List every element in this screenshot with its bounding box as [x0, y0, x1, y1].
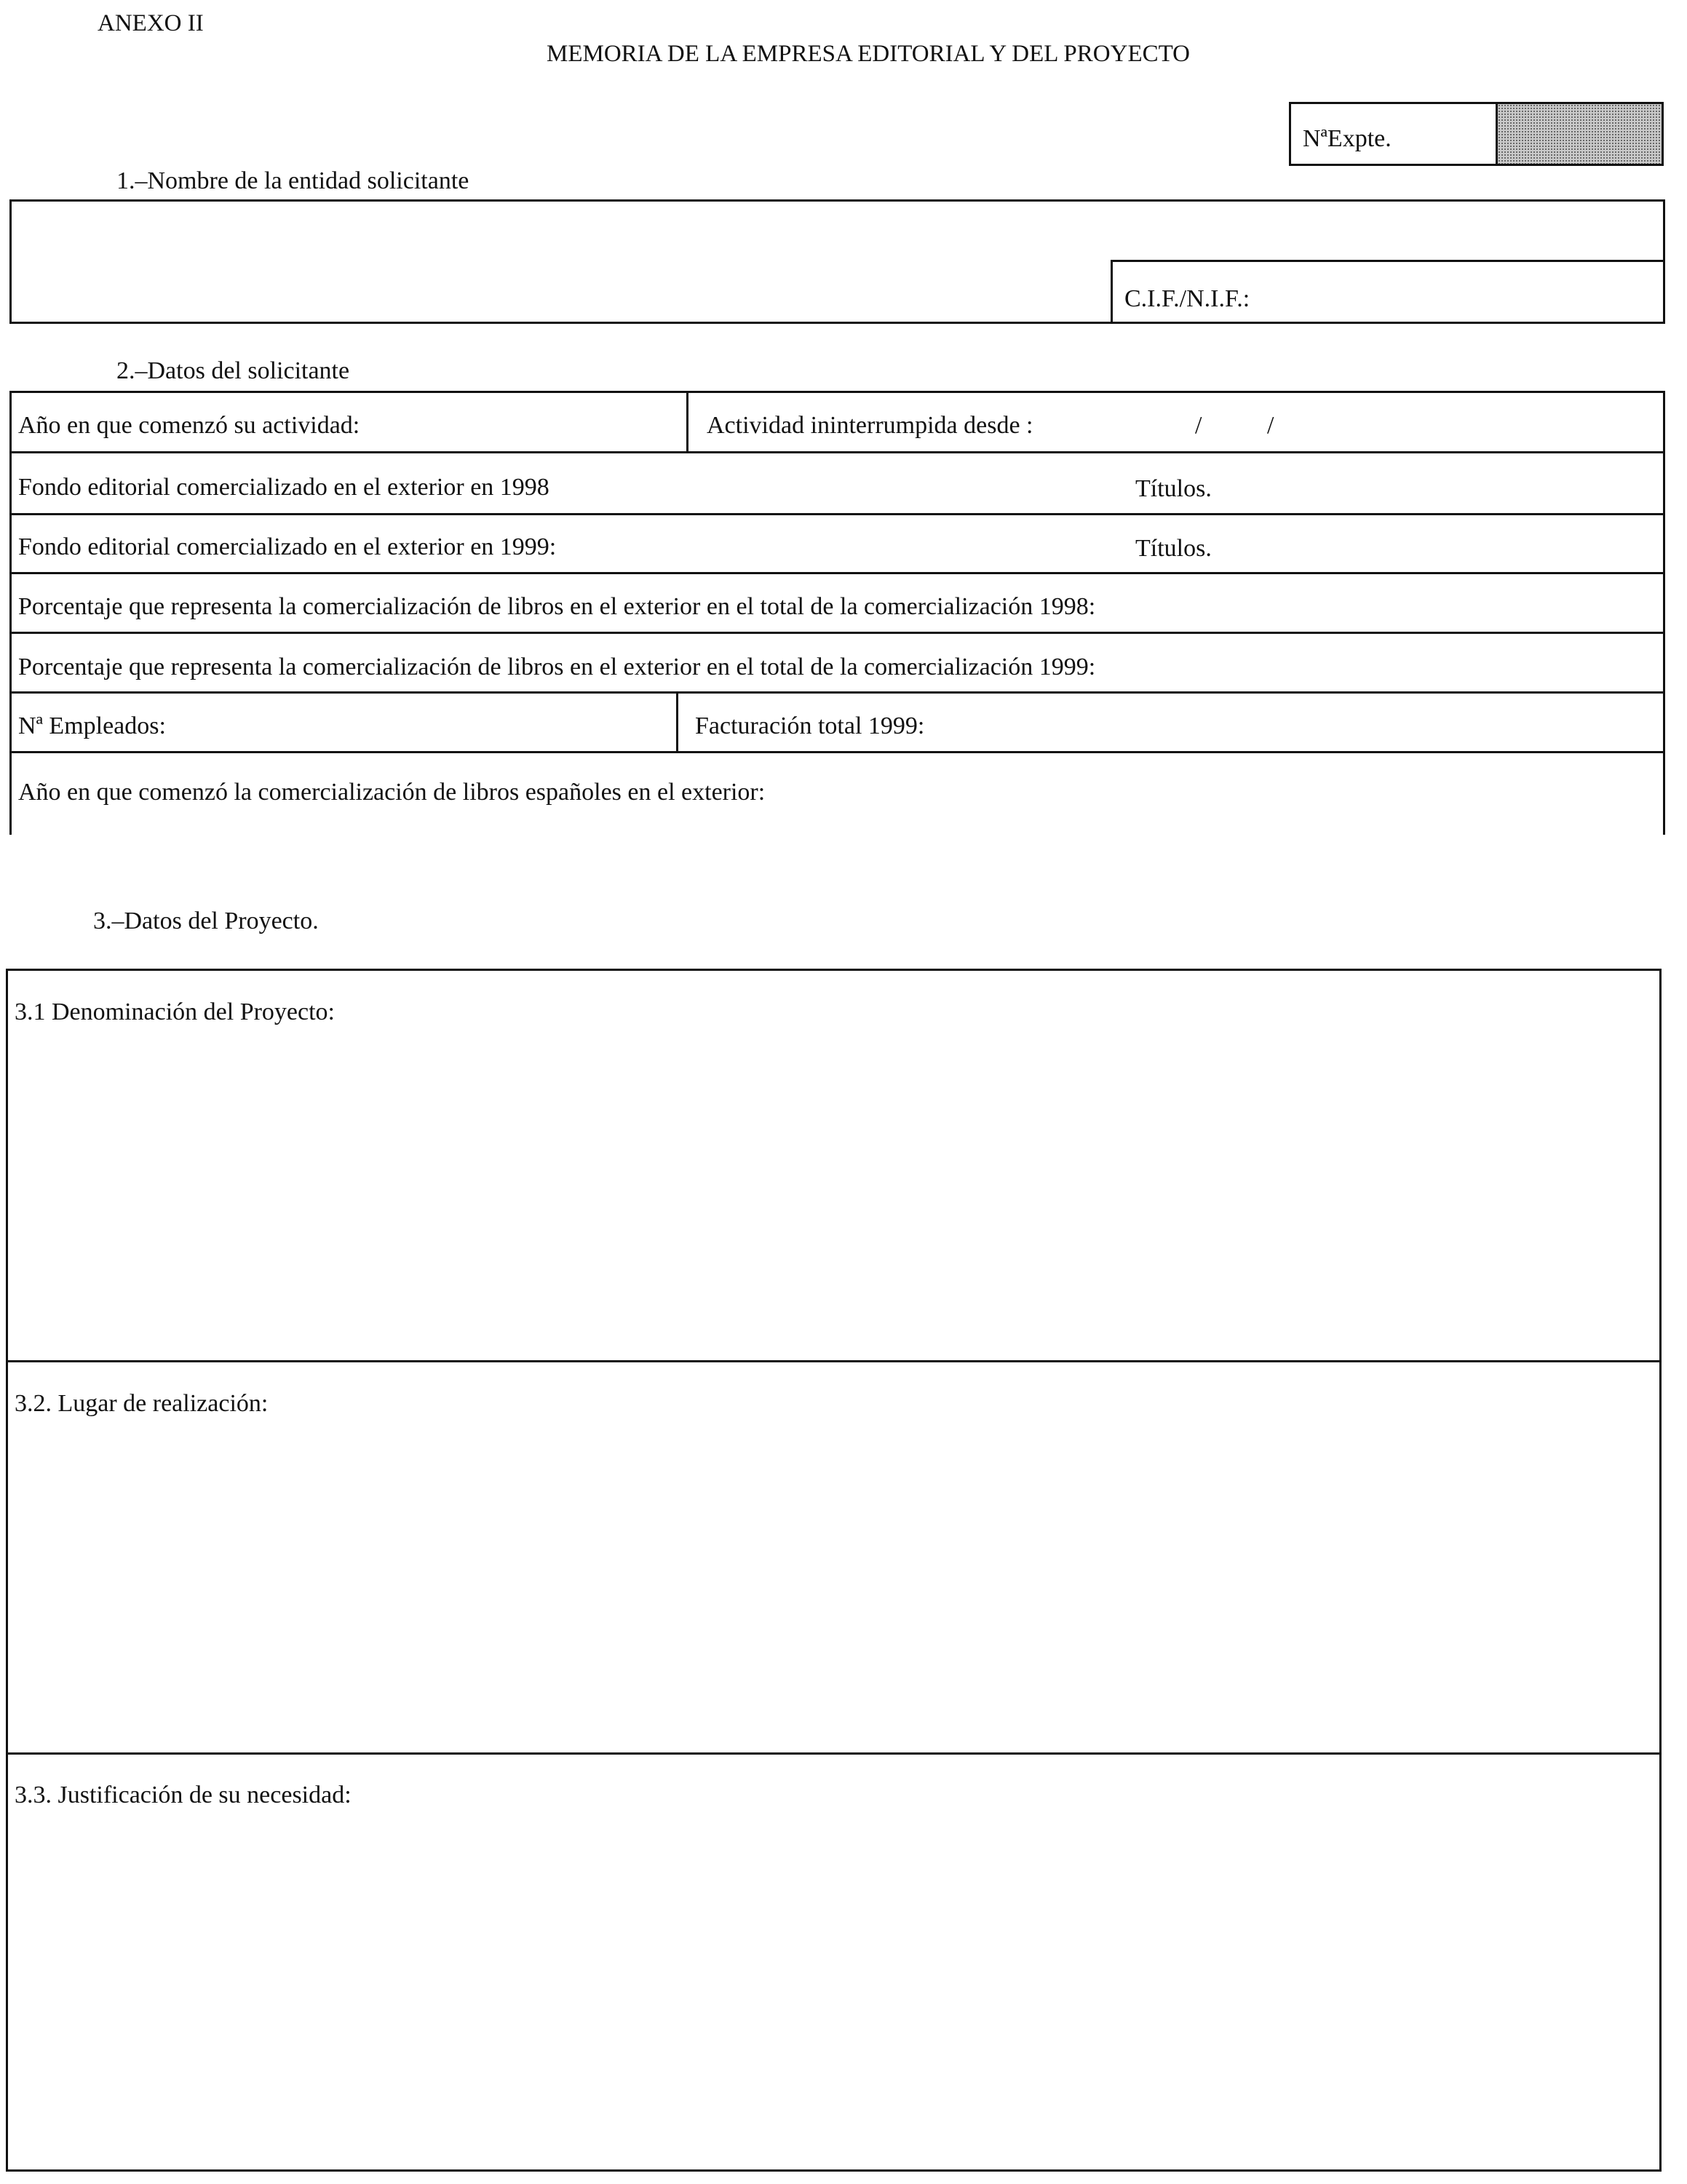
date-separator: / [1267, 412, 1274, 439]
entidad-name-field[interactable] [12, 202, 1663, 260]
facturacion-label: Facturación total 1999: [695, 712, 925, 739]
expediente-shaded-field [1496, 102, 1664, 166]
inicio-actividad-field[interactable] [459, 393, 684, 450]
column-divider [686, 391, 688, 451]
porcentaje-1999-label: Porcentaje que representa la comercialización de libros en el exterior en el total de la comercialización 1999: [18, 654, 1096, 680]
denominacion-field[interactable] [10, 1033, 1656, 1357]
fondo-1999-label: Fondo editorial comercializado en el exterior en 1999: [18, 533, 557, 560]
porcentaje-1998-label: Porcentaje que representa la comercialización de libros en el exterior en el total de la comercialización 1998: [18, 593, 1096, 620]
porcentaje-1999-field[interactable] [1397, 634, 1661, 690]
inicio-comercializacion-label: Año en que comenzó la comercialización de libros españoles en el exterior: [18, 779, 766, 806]
section2-left-border [9, 391, 12, 835]
fondo-1998-field[interactable] [699, 453, 1121, 512]
cif-label: C.I.F./N.I.F.: [1124, 285, 1250, 312]
denominacion-label: 3.1 Denominación del Proyecto: [15, 998, 336, 1025]
section2-heading: 2.–Datos del solicitante [116, 357, 350, 384]
section1-heading: 1.–Nombre de la entidad solicitante [116, 167, 469, 194]
expediente-label: NªExpte. [1303, 125, 1392, 152]
cif-divider-left [1111, 260, 1113, 324]
row-separator [6, 1360, 1662, 1362]
column-divider [676, 691, 678, 751]
fondo-1999-field[interactable] [699, 515, 1121, 571]
inicio-actividad-label: Año en que comenzó su actividad: [18, 412, 360, 439]
titulos-1998-label: Títulos. [1135, 475, 1212, 502]
section3-heading: 3.–Datos del Proyecto. [93, 908, 319, 934]
annex-label: ANEXO II [98, 10, 204, 36]
empleados-field[interactable] [226, 694, 673, 750]
actividad-desde-date-field[interactable] [1135, 393, 1659, 450]
inicio-comercializacion-field[interactable] [968, 753, 1661, 826]
row-separator [6, 1752, 1662, 1755]
justificacion-label: 3.3. Justificación de su necesidad: [15, 1782, 352, 1808]
cif-field[interactable] [1303, 262, 1663, 322]
lugar-field[interactable] [10, 1425, 1656, 1750]
lugar-label: 3.2. Lugar de realización: [15, 1390, 269, 1417]
date-separator: / [1195, 412, 1202, 439]
fondo-1998-label: Fondo editorial comercializado en el exterior en 1998 [18, 474, 549, 501]
section2-right-border [1663, 391, 1665, 835]
facturacion-field[interactable] [1004, 694, 1661, 750]
porcentaje-1998-field[interactable] [1397, 574, 1661, 630]
empleados-label: Nª Empleados: [18, 712, 166, 739]
justificacion-field[interactable] [10, 1816, 1656, 2167]
titulos-1999-label: Títulos. [1135, 535, 1212, 562]
page-title: MEMORIA DE LA EMPRESA EDITORIAL Y DEL PROYECTO [547, 41, 1191, 67]
actividad-ininterrumpida-label: Actividad ininterrumpida desde : [707, 412, 1033, 439]
